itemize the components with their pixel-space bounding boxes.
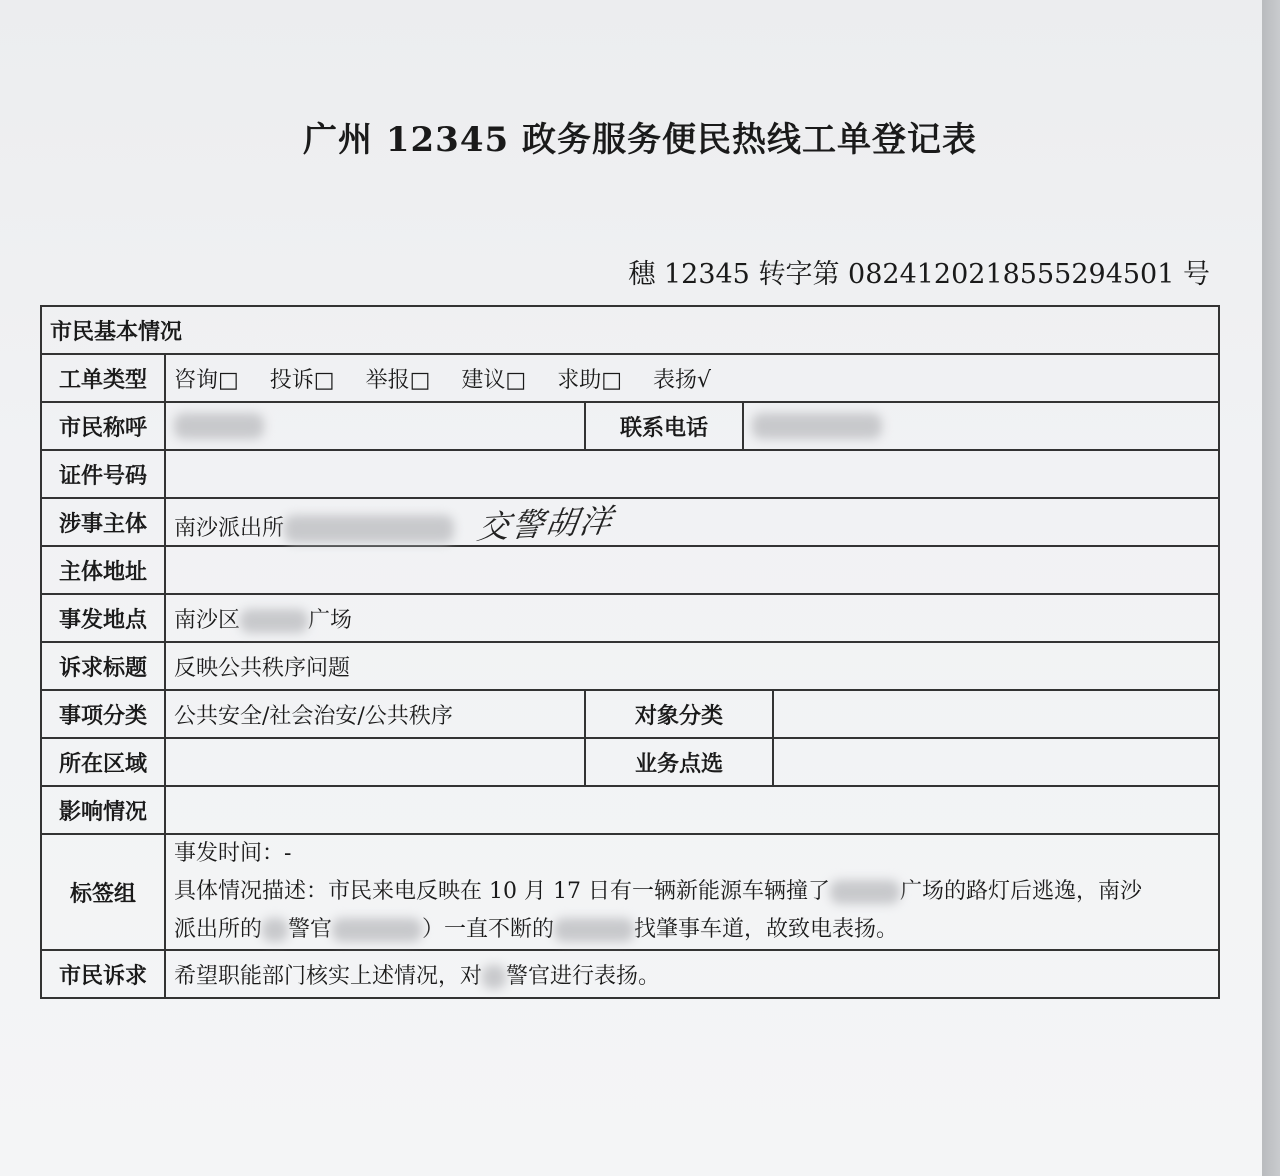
area-label: 所在区域 bbox=[41, 738, 165, 786]
id-number-row bbox=[41, 450, 1219, 498]
request-title-label: 诉求标题 bbox=[41, 642, 165, 690]
citizen-request-value: 希望职能部门核实上述情况，对 警官进行表扬。 bbox=[165, 950, 1219, 998]
business-point-value bbox=[773, 738, 1219, 786]
business-point-label: 业务点选 bbox=[585, 738, 773, 786]
citizen-request-row bbox=[41, 950, 1219, 998]
location-prefix: 南沙区 bbox=[174, 607, 241, 633]
type-option-suggestion: 建议□ bbox=[461, 367, 527, 393]
redacted-officer-surname bbox=[262, 918, 288, 942]
form-title: 广州 12345 政务服务便民热线工单登记表 bbox=[303, 120, 977, 160]
incident-description bbox=[165, 834, 1219, 950]
phone-label: 联系电话 bbox=[585, 402, 743, 450]
redacted-phone bbox=[752, 413, 882, 439]
citizen-name-label: 市民称呼 bbox=[41, 402, 165, 450]
incident-location-label: 事发地点 bbox=[41, 594, 165, 642]
object-category-label: 对象分类 bbox=[585, 690, 773, 738]
redacted-location bbox=[240, 609, 308, 633]
type-option-report: 举报□ bbox=[365, 367, 431, 393]
ticket-type-label: 工单类型 bbox=[41, 354, 165, 402]
citizen-request-label: 市民诉求 bbox=[41, 950, 165, 998]
category-row bbox=[41, 690, 1219, 738]
redacted-officer-detail bbox=[332, 918, 422, 942]
phone-value bbox=[743, 402, 1219, 450]
tag-group-row bbox=[41, 834, 1219, 950]
subject-label: 涉事主体 bbox=[41, 498, 165, 546]
id-number-label: 证件号码 bbox=[41, 450, 165, 498]
category-value: 公共安全/社会治安/公共秩序 bbox=[165, 690, 585, 738]
type-option-praise: 表扬√ bbox=[652, 367, 712, 393]
impact-row bbox=[41, 786, 1219, 834]
handwritten-signature: 交警胡洋 bbox=[474, 501, 617, 547]
request-title-row bbox=[41, 642, 1219, 690]
subject-address-label: 主体地址 bbox=[41, 546, 165, 594]
type-option-complaint: 投诉□ bbox=[269, 367, 335, 393]
id-number-value bbox=[165, 450, 1219, 498]
incident-time: 事发时间：- bbox=[174, 841, 292, 866]
location-suffix: 广场 bbox=[308, 607, 353, 633]
ticket-type-options bbox=[165, 354, 1219, 402]
area-value bbox=[165, 738, 585, 786]
reference-number: 穗 12345 转字第 0824120218555294501 号 bbox=[628, 259, 1210, 290]
incident-location-value bbox=[165, 594, 1219, 642]
subject-address-value bbox=[165, 546, 1219, 594]
section-header: 市民基本情况 bbox=[41, 306, 1219, 354]
ticket-form-table bbox=[40, 305, 1220, 999]
redacted-place bbox=[830, 880, 900, 904]
subject-value bbox=[165, 498, 1219, 546]
subject-address-row bbox=[41, 546, 1219, 594]
redacted-name bbox=[174, 413, 264, 439]
subject-row bbox=[41, 498, 1219, 546]
impact-label: 影响情况 bbox=[41, 786, 165, 834]
citizen-name-row bbox=[41, 402, 1219, 450]
redacted-subject bbox=[284, 515, 454, 543]
description-line-1: 具体情况描述：市民来电反映在 10 月 17 日有一辆新能源车辆撞了 广场的路灯后逃逸，南沙 bbox=[174, 879, 1142, 904]
category-label: 事项分类 bbox=[41, 690, 165, 738]
object-category-value bbox=[773, 690, 1219, 738]
paper-edge bbox=[1262, 0, 1280, 1176]
incident-location-row bbox=[41, 594, 1219, 642]
redacted-action bbox=[554, 918, 634, 942]
type-option-help: 求助□ bbox=[557, 367, 622, 393]
type-option-consult: 咨询□ bbox=[174, 367, 239, 393]
impact-value bbox=[165, 786, 1219, 834]
citizen-name-value bbox=[165, 402, 585, 450]
request-title-value: 反映公共秩序问题 bbox=[165, 642, 1219, 690]
redacted-officer-name bbox=[482, 965, 506, 989]
ticket-type-row bbox=[41, 354, 1219, 402]
subject-text: 南沙派出所 bbox=[174, 516, 285, 541]
description-line-2: 派出所的 警官 ）一直不断的 找肇事车道，故致电表扬。 bbox=[174, 917, 899, 942]
area-row bbox=[41, 738, 1219, 786]
section-row bbox=[41, 306, 1219, 354]
tag-group-label: 标签组 bbox=[41, 834, 165, 950]
